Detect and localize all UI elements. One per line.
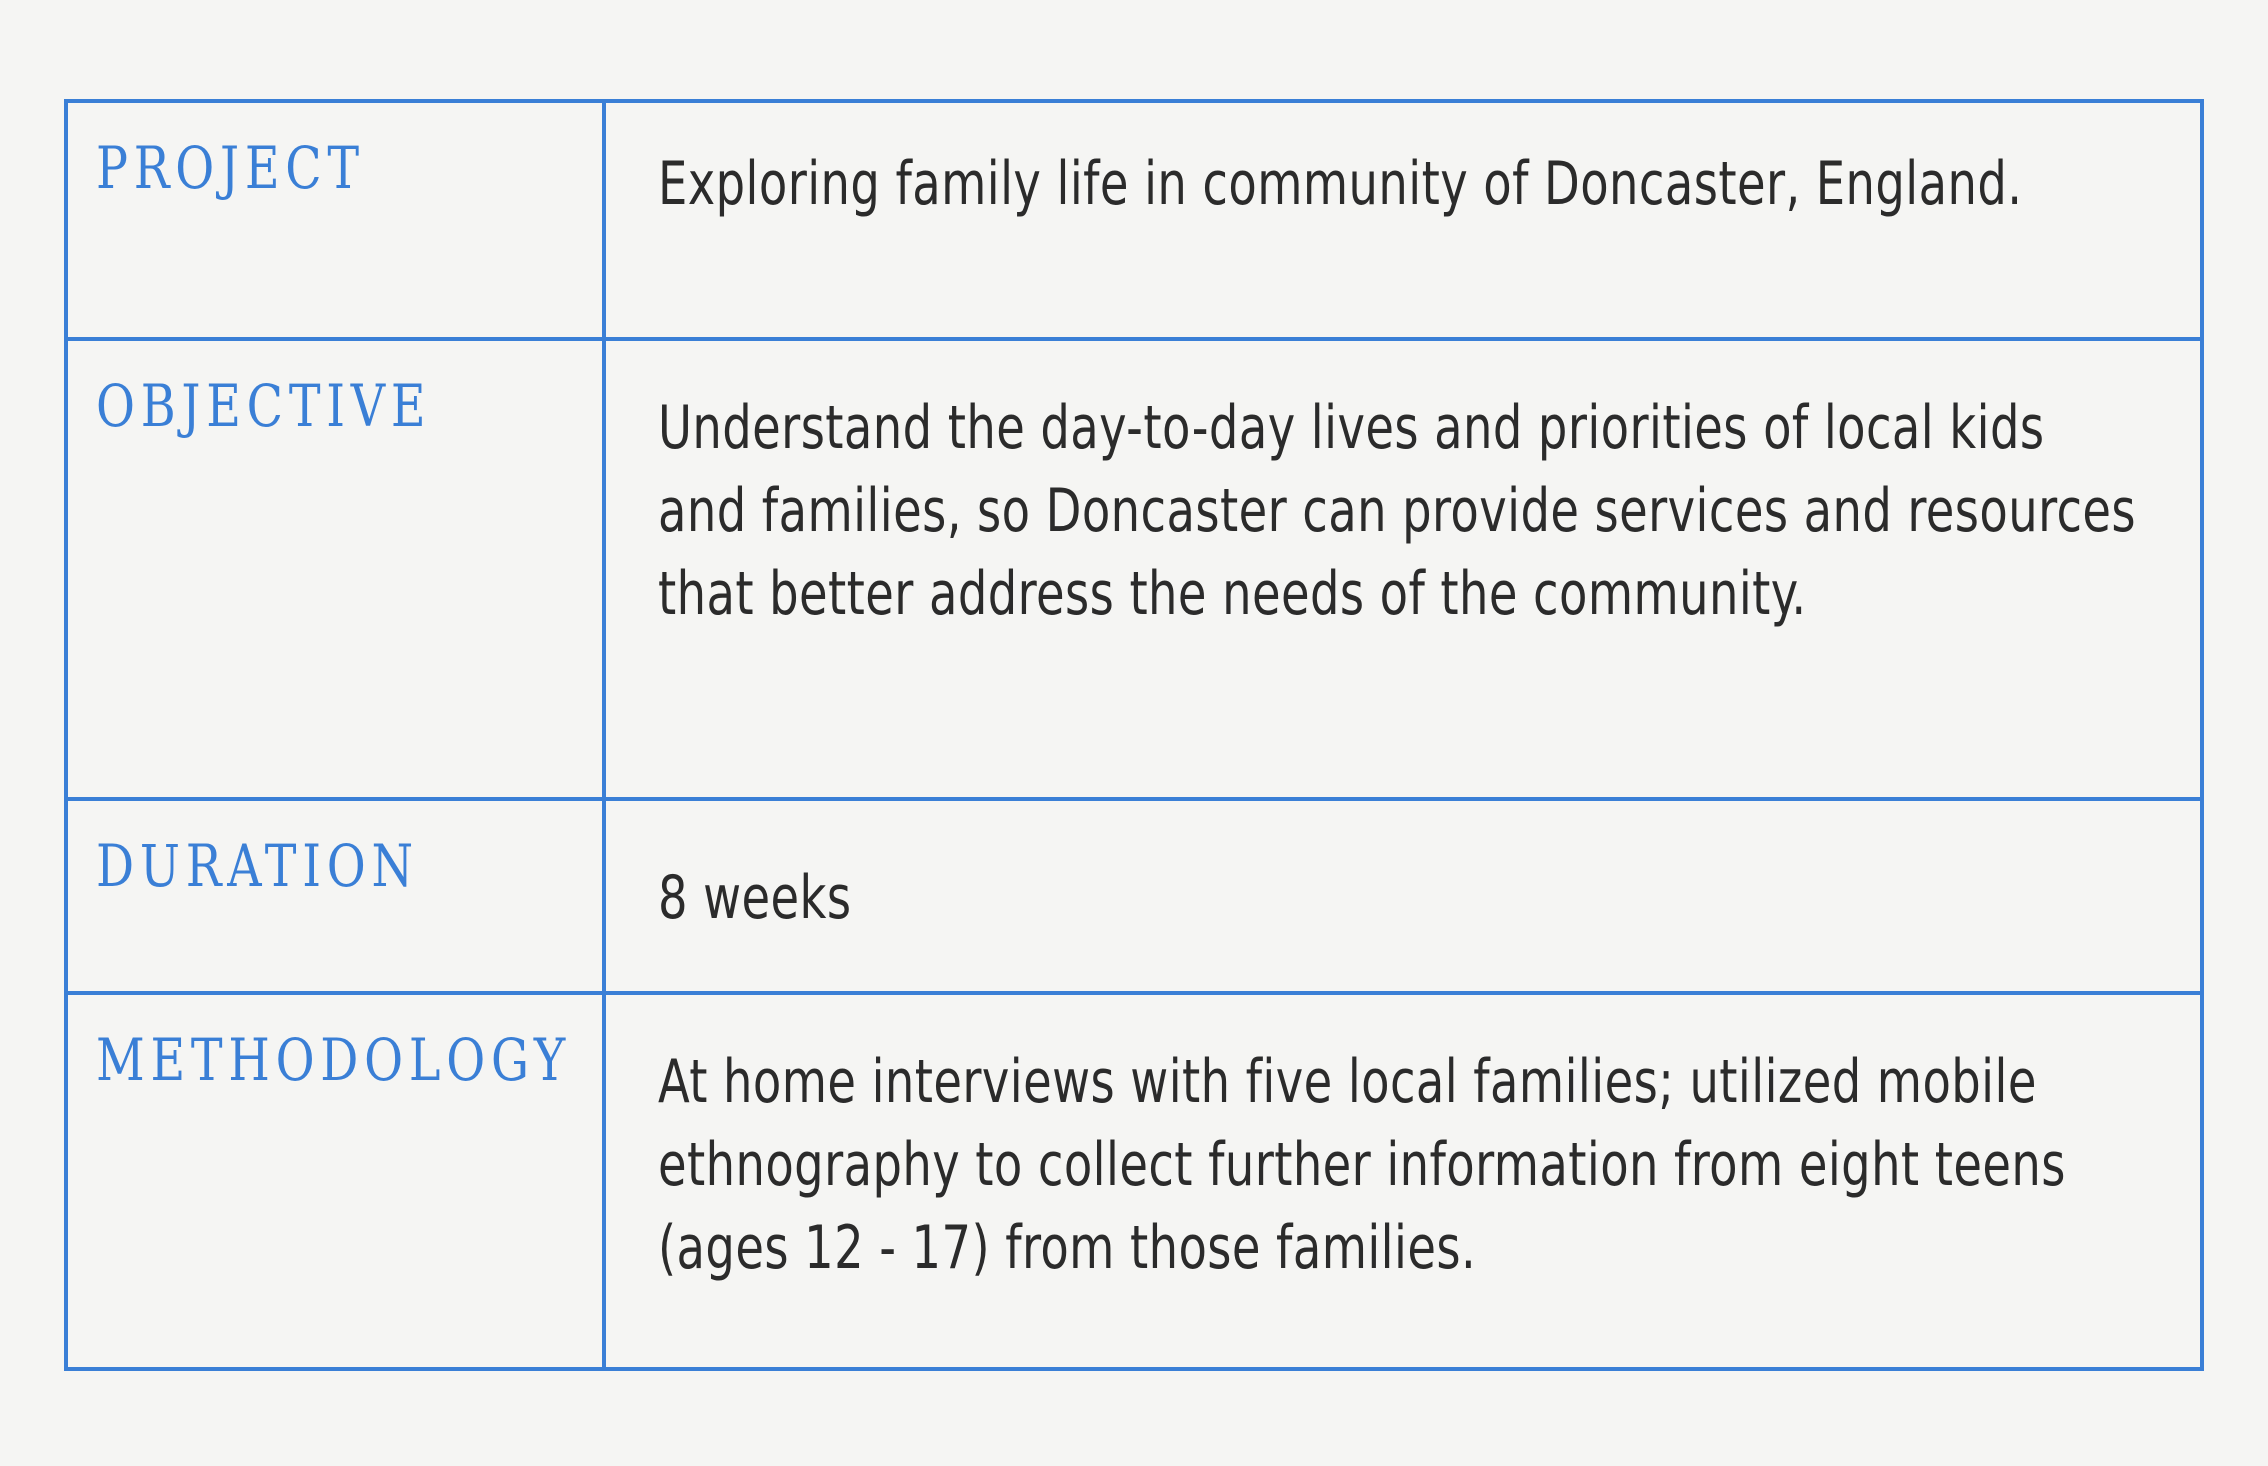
methodology-label: METHODOLOGY: [96, 1026, 571, 1094]
objective-value-cell: [606, 341, 2200, 801]
project-value: Exploring family life in community of Doncaster, England.: [658, 149, 2023, 219]
project-label: PROJECT: [96, 134, 365, 202]
methodology-value: At home interviews with five local families; utilized mobile ethnography to collect further information from eight teens (ages 12 - 17) from those families.: [658, 1047, 2066, 1283]
duration-label-cell: [68, 801, 606, 995]
duration-value: 8 weeks: [658, 863, 852, 933]
project-value-cell: [606, 103, 2200, 341]
duration-value-cell: [606, 801, 2200, 995]
duration-label: DURATION: [96, 832, 419, 900]
project-summary-table: [64, 99, 2204, 1371]
objective-value: Understand the day-to-day lives and priorities of local kids and families, so Doncaster can provide services and resources that better address the needs of the community.: [658, 393, 2137, 629]
project-label-cell: [68, 103, 606, 341]
objective-label: OBJECTIVE: [96, 372, 432, 440]
objective-label-cell: [68, 341, 606, 801]
methodology-value-cell: [606, 995, 2200, 1367]
methodology-label-cell: [68, 995, 606, 1367]
